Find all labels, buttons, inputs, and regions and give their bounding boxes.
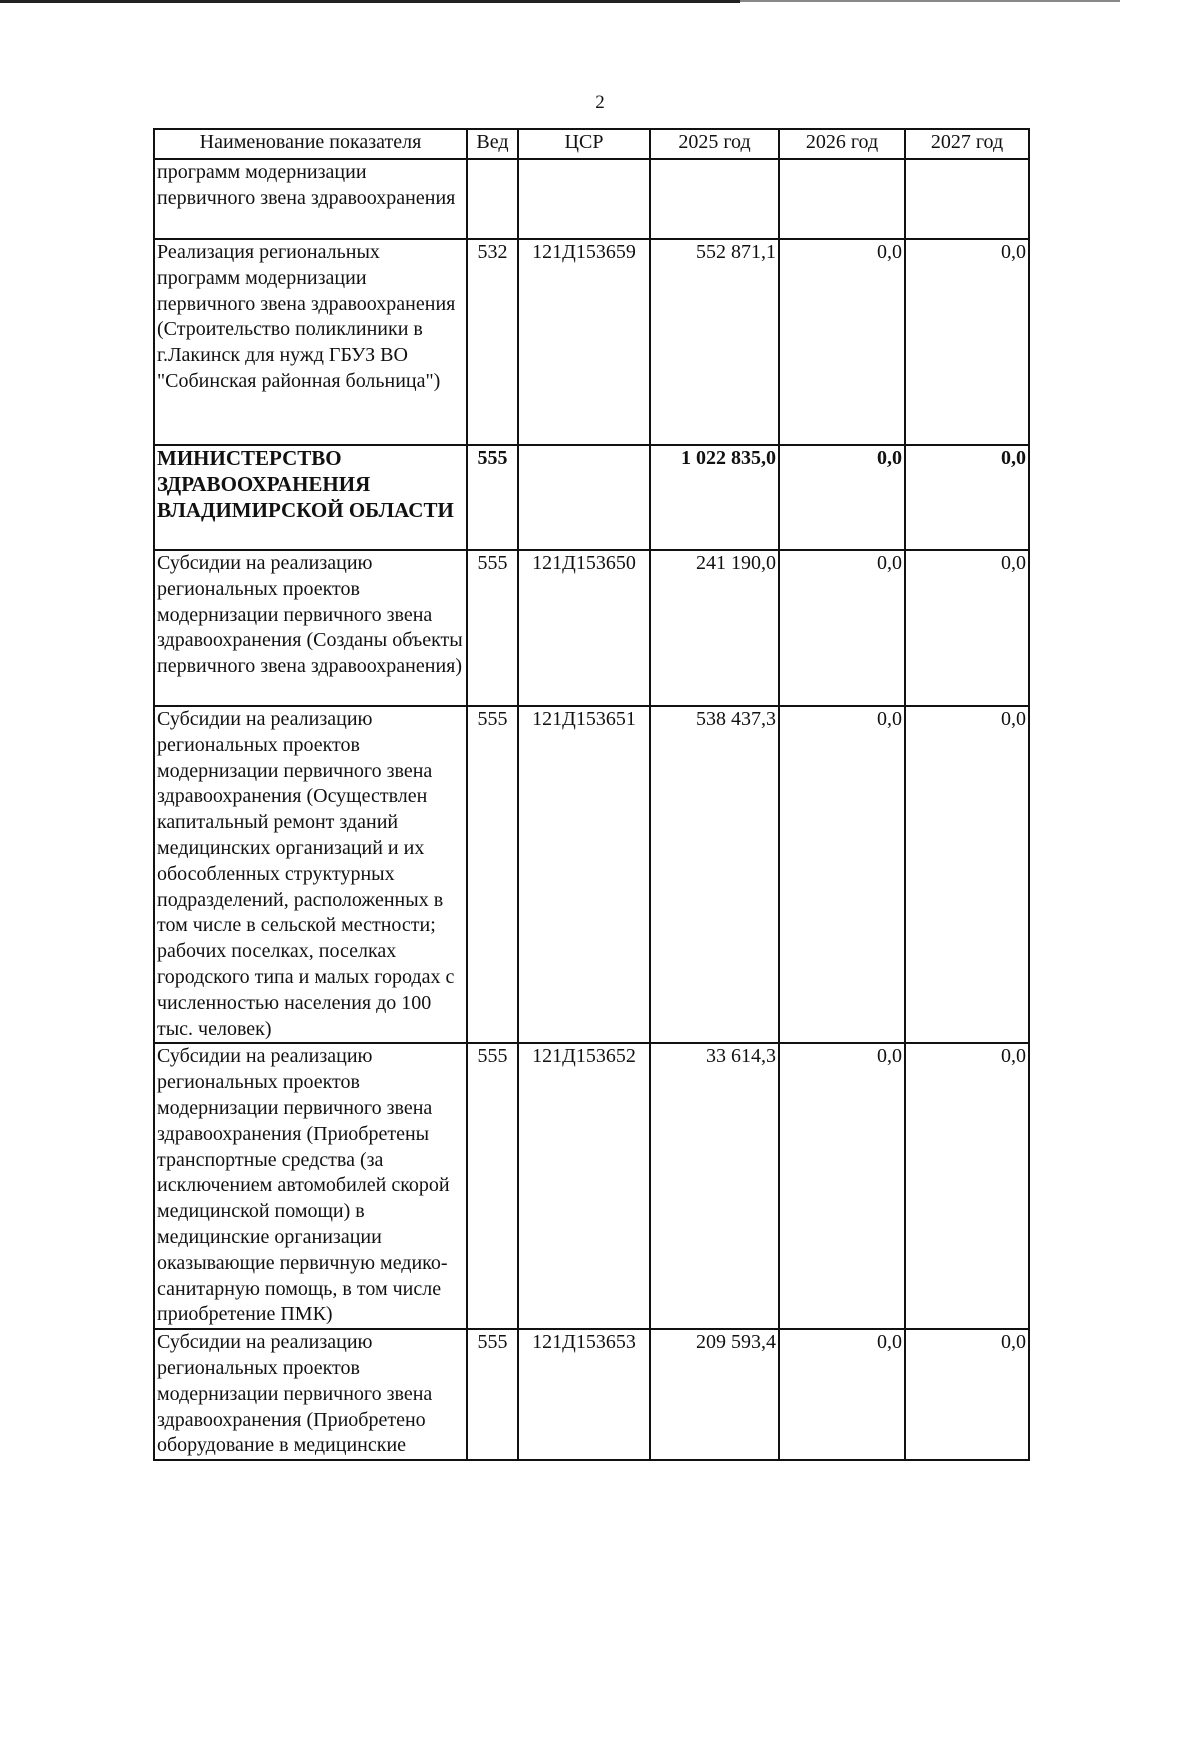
cell-ved: 555: [467, 1329, 518, 1460]
cell-ved: 532: [467, 239, 518, 445]
cell-ved: 555: [467, 550, 518, 706]
header-2025: 2025 год: [650, 129, 779, 159]
cell-2025: 1 022 835,0: [650, 445, 779, 550]
budget-table: [153, 128, 1030, 1461]
table-row: [154, 239, 1029, 445]
header-2027: 2027 год: [905, 129, 1029, 159]
cell-2027: 0,0: [905, 706, 1029, 1043]
cell-2027: 0,0: [905, 239, 1029, 445]
cell-2027: 0,0: [905, 1043, 1029, 1329]
cell-2027: [905, 159, 1029, 239]
scan-edge-line: [740, 0, 1120, 2]
cell-csr: 121Д153659: [518, 239, 650, 445]
header-name: Наименование показателя: [154, 129, 467, 159]
header-2026: 2026 год: [779, 129, 905, 159]
cell-name: МИНИСТЕРСТВО ЗДРАВООХРАНЕНИЯ ВЛАДИМИРСКОЙ ОБЛАСТИ: [154, 445, 467, 550]
cell-2026: 0,0: [779, 1043, 905, 1329]
cell-name: Субсидии на реализацию региональных проектов модернизации первичного звена здравоохранения (Приобретены транспортные средства (за исключением автомобилей скорой медицинской помощи) в медицинские организации оказывающие первичную медико-санитарную помощь, в том числе приобретение ПМК): [154, 1043, 467, 1329]
cell-2025: [650, 159, 779, 239]
table-row: [154, 1329, 1029, 1460]
cell-ved: 555: [467, 706, 518, 1043]
cell-2026: [779, 159, 905, 239]
cell-2026: 0,0: [779, 445, 905, 550]
page-number: 2: [595, 92, 605, 113]
cell-csr: 121Д153651: [518, 706, 650, 1043]
cell-2025: 538 437,3: [650, 706, 779, 1043]
cell-2026: 0,0: [779, 706, 905, 1043]
header-ved: Вед: [467, 129, 518, 159]
cell-2025: 209 593,4: [650, 1329, 779, 1460]
cell-2026: 0,0: [779, 239, 905, 445]
table-row-ministry-total: [154, 445, 1029, 550]
table-row: [154, 159, 1029, 239]
cell-2026: 0,0: [779, 550, 905, 706]
cell-2027: 0,0: [905, 1329, 1029, 1460]
cell-name: Субсидии на реализацию региональных проектов модернизации первичного звена здравоохранения (Приобретено оборудование в медицинские: [154, 1329, 467, 1460]
cell-2025: 241 190,0: [650, 550, 779, 706]
cell-ved: 555: [467, 445, 518, 550]
table-row: [154, 706, 1029, 1043]
cell-name: программ модернизации первичного звена здравоохранения: [154, 159, 467, 239]
cell-csr: [518, 159, 650, 239]
cell-2027: 0,0: [905, 550, 1029, 706]
cell-ved: [467, 159, 518, 239]
cell-2025: 552 871,1: [650, 239, 779, 445]
cell-2026: 0,0: [779, 1329, 905, 1460]
table-row: [154, 550, 1029, 706]
cell-2025: 33 614,3: [650, 1043, 779, 1329]
table-header-row: [154, 129, 1029, 159]
scan-edge-line: [0, 0, 740, 3]
cell-name: Субсидии на реализацию региональных проектов модернизации первичного звена здравоохранения (Осуществлен капитальный ремонт зданий медицинских организаций и их обособленных структурных подразделений, расположенных в том числе в сельской местности; рабочих поселках, поселках городского типа и малых городах с численностью населения до 100 тыс. человек): [154, 706, 467, 1043]
cell-ved: 555: [467, 1043, 518, 1329]
cell-csr: 121Д153650: [518, 550, 650, 706]
cell-csr: [518, 445, 650, 550]
header-csr: ЦСР: [518, 129, 650, 159]
table-row: [154, 1043, 1029, 1329]
cell-csr: 121Д153652: [518, 1043, 650, 1329]
cell-csr: 121Д153653: [518, 1329, 650, 1460]
cell-name: Субсидии на реализацию региональных проектов модернизации первичного звена здравоохранения (Созданы объекты первичного звена здравоохранения): [154, 550, 467, 706]
cell-name: Реализация региональных программ модернизации первичного звена здравоохранения (Строительство поликлиники в г.Лакинск для нужд ГБУЗ ВО "Собинская районная больница"): [154, 239, 467, 445]
cell-2027: 0,0: [905, 445, 1029, 550]
